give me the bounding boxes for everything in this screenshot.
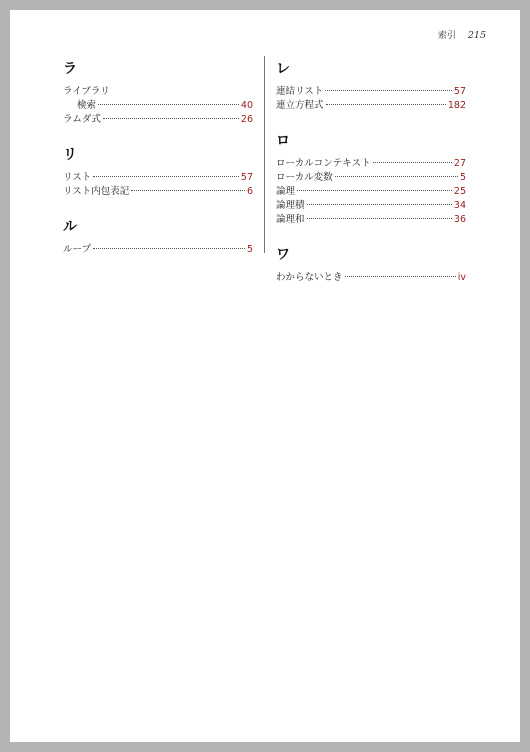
entry-term: ラムダ式 xyxy=(63,114,101,125)
index-entry xyxy=(276,171,466,185)
entry-page-link[interactable]: 57 xyxy=(240,172,253,183)
entry-page-link[interactable]: 182 xyxy=(447,100,466,111)
entry-term: 連立方程式 xyxy=(276,100,324,111)
dot-leader xyxy=(326,104,446,105)
entry-page-link[interactable]: 25 xyxy=(453,186,466,197)
column-divider xyxy=(264,56,265,253)
index-entry xyxy=(276,157,466,171)
index-column-right xyxy=(276,60,466,304)
entry-page-link[interactable]: 36 xyxy=(453,214,466,225)
index-section xyxy=(276,60,466,113)
section-heading: ル xyxy=(63,219,77,235)
index-entry xyxy=(276,185,466,199)
dot-leader xyxy=(297,190,452,191)
entry-page-link[interactable]: 27 xyxy=(453,158,466,169)
index-entry xyxy=(276,271,466,285)
entry-term: リスト内包表記 xyxy=(63,186,130,197)
dot-leader xyxy=(373,162,452,163)
entry-term: ループ xyxy=(63,244,92,255)
entry-term: ローカル変数 xyxy=(276,172,333,183)
index-entry xyxy=(276,99,466,113)
dot-leader xyxy=(335,176,458,177)
dot-leader xyxy=(93,176,239,177)
index-section xyxy=(276,246,466,285)
section-heading: ワ xyxy=(276,247,290,263)
dot-leader xyxy=(103,118,239,119)
dot-leader xyxy=(307,204,452,205)
section-heading: ラ xyxy=(63,61,77,77)
index-entry xyxy=(276,85,466,99)
entry-page-link[interactable]: iv xyxy=(457,272,466,283)
section-heading: リ xyxy=(63,147,77,163)
index-entry xyxy=(63,185,253,199)
section-heading: レ xyxy=(276,61,290,77)
index-entry xyxy=(63,113,253,127)
dot-leader xyxy=(131,190,245,191)
index-entry xyxy=(63,243,253,257)
entry-term: 連結リスト xyxy=(276,86,324,97)
entry-term: ローカルコンテキスト xyxy=(276,158,371,169)
entry-term: 論理積 xyxy=(276,200,305,211)
dot-leader xyxy=(98,104,239,105)
running-header xyxy=(438,28,486,41)
entry-term: 検索 xyxy=(77,100,97,111)
entry-page-link[interactable]: 57 xyxy=(453,86,466,97)
index-section xyxy=(63,146,253,199)
entry-term: ライブラリ xyxy=(63,86,110,97)
index-column-left xyxy=(63,60,253,276)
dot-leader xyxy=(93,248,245,249)
entry-page-link[interactable]: 40 xyxy=(240,100,253,111)
entry-page-link[interactable]: 26 xyxy=(240,114,253,125)
entry-term: わからないとき xyxy=(276,272,343,283)
entry-term: リスト xyxy=(63,172,92,183)
page-number: 215 xyxy=(467,30,486,41)
index-entry xyxy=(276,213,466,227)
header-title: 索引 xyxy=(437,31,456,41)
index-entry xyxy=(63,171,253,185)
index-entry xyxy=(276,199,466,213)
entry-page-link[interactable]: 5 xyxy=(246,244,253,255)
entry-term: 論理和 xyxy=(276,214,305,225)
index-subentry xyxy=(63,99,253,113)
entry-page-link[interactable]: 34 xyxy=(453,200,466,211)
index-section xyxy=(63,60,253,127)
index-section xyxy=(276,132,466,227)
entry-page-link[interactable]: 5 xyxy=(459,172,466,183)
index-section xyxy=(63,218,253,257)
section-heading: ロ xyxy=(276,133,290,149)
document-page xyxy=(10,10,520,742)
entry-page-link[interactable]: 6 xyxy=(246,186,253,197)
entry-term: 論理 xyxy=(276,186,296,197)
dot-leader xyxy=(307,218,452,219)
dot-leader xyxy=(325,90,452,91)
index-entry xyxy=(63,85,253,99)
dot-leader xyxy=(345,276,456,277)
